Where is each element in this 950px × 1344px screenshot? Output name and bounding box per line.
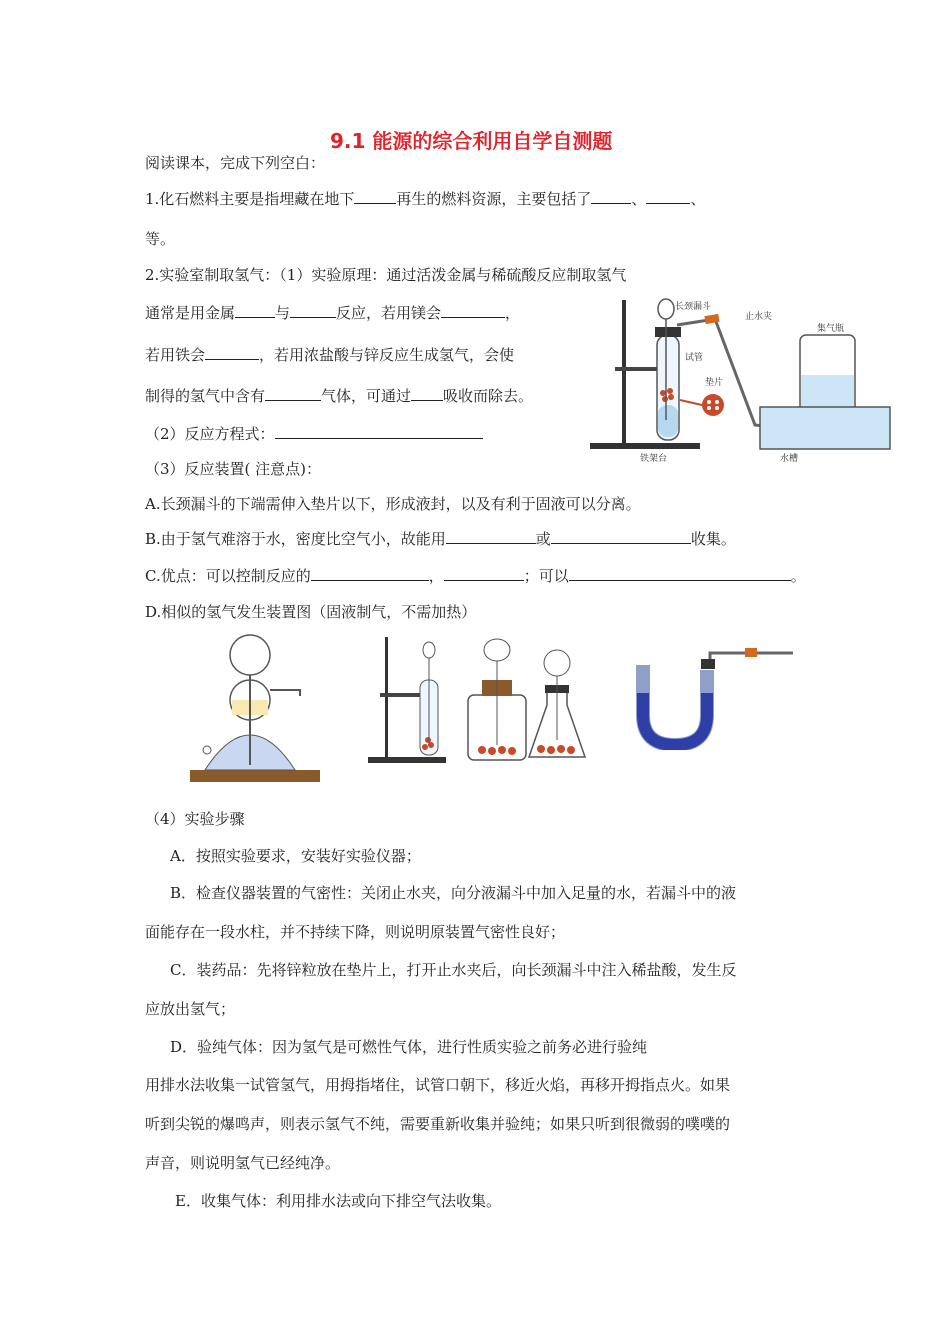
q2-p3-a: 制得的氢气中含有 xyxy=(145,387,266,405)
step-d-line4: 声音，则说明氢气已经纯净。 xyxy=(145,1154,341,1172)
test-tube-figure xyxy=(365,635,450,765)
q1-blank-2 xyxy=(591,188,631,204)
step-e: E．收集气体：利用排水法或向下排空气法收集。 xyxy=(175,1192,501,1210)
intro-text: 阅读课本，完成下列空白： xyxy=(145,154,326,172)
q2-c-b: ， xyxy=(428,567,444,585)
q1-text-a: 1.化石燃料主要是指埋藏在地下 xyxy=(145,190,355,208)
kipp-generator-figure xyxy=(185,630,325,785)
q2-p1-a: 通常是用金属 xyxy=(145,304,236,322)
q2-c xyxy=(145,565,806,586)
q2-blank-absorb xyxy=(411,385,443,401)
u-tube-figure xyxy=(635,645,800,750)
q2-p1-b: 与 xyxy=(275,304,291,322)
step-b-line2: 面能存在一段水柱，并不持续下降，则说明原装置气密性良好； xyxy=(145,923,566,941)
step-a: A．按照实验要求，安装好实验仪器； xyxy=(170,847,421,865)
steps-head: （4）实验步骤 xyxy=(145,810,245,828)
q2-p2 xyxy=(145,344,514,365)
q2-blank-adv-1 xyxy=(311,565,429,581)
q2-b-b: 或 xyxy=(535,530,551,548)
step-d-line3: 听到尖锐的爆鸣声，则表示氢气不纯，需要重新收集并验纯；如果只听到很微弱的噗噗的 xyxy=(145,1115,731,1133)
q2-blank-adv-3 xyxy=(569,565,791,581)
q2-blank-gas xyxy=(265,385,321,401)
q2-blank-method-1 xyxy=(446,528,536,544)
q2-blank-mg xyxy=(441,302,505,318)
q2-p1 xyxy=(145,302,520,323)
conical-flask-figure xyxy=(525,645,590,765)
q2-b-a: B.由于氢气难溶于水，密度比空气小，故能用 xyxy=(145,530,446,548)
q2-b xyxy=(145,528,736,549)
step-c-line1: C．装药品：先将锌粒放在垫片上，打开止水夹后，向长颈漏斗中注入稀盐酸，发生反 xyxy=(170,961,737,979)
q2-p2-b: ，若用浓盐酸与锌反应生成氢气，会使 xyxy=(259,346,515,364)
q2-c-c: ；可以 xyxy=(523,567,569,585)
q2-blank-fe xyxy=(205,344,259,360)
page-title: 9.1 能源的综合利用自学自测题 xyxy=(330,129,613,153)
step-b-line1: B．检查仪器装置的气密性：关闭止水夹，向分液漏斗中加入足量的水，若漏斗中的液 xyxy=(170,884,737,902)
label-funnel: 长颈漏斗 xyxy=(675,301,712,311)
q2-b-c: 收集。 xyxy=(690,530,736,548)
label-tube: 试管 xyxy=(685,352,704,362)
q1-sep-1: 、 xyxy=(631,190,647,208)
q1-line2: 等。 xyxy=(145,230,176,248)
q1-blank-3 xyxy=(646,188,690,204)
q2-eq xyxy=(145,423,483,444)
q2-blank-method-2 xyxy=(551,528,691,544)
step-d-line2: 用排水法收集一试管氢气，用拇指堵住，试管口朝下，移近火焰，再移开拇指点火。如果 xyxy=(145,1076,731,1094)
q2-p3-b: 气体，可通过 xyxy=(321,387,412,405)
q1-blank-1 xyxy=(354,188,396,204)
q2-d: D.相似的氢气发生装置图（固液制气，不需加热） xyxy=(145,603,477,621)
q2-blank-metal xyxy=(235,302,275,318)
step-d-line1: D．验纯气体：因为氢气是可燃性气体，进行性质实验之前务必进行验纯 xyxy=(170,1038,648,1056)
label-stand: 铁架台 xyxy=(640,453,668,463)
label-trough: 水槽 xyxy=(780,453,799,463)
label-pad: 垫片 xyxy=(705,377,724,387)
label-bottle: 集气瓶 xyxy=(817,323,845,333)
flask-bottle-figure xyxy=(460,635,535,765)
q2-p1-d: ， xyxy=(505,304,521,322)
step-c-line2: 应放出氢气； xyxy=(145,1000,236,1018)
q2-eq-label: （2）反应方程式： xyxy=(145,425,275,443)
q2-p3 xyxy=(145,385,533,406)
q2-device: （3）反应装置( 注意点)： xyxy=(145,460,322,478)
q1-line1 xyxy=(145,188,705,209)
q2-p3-c: 吸收而除去。 xyxy=(443,387,534,405)
q2-blank-acid xyxy=(290,302,336,318)
q2-blank-adv-2 xyxy=(444,565,524,581)
q2-c-d: 。 xyxy=(790,567,806,585)
q2-a: A.长颈漏斗的下端需伸入垫片以下，形成液封，以及有利于固液可以分离。 xyxy=(145,495,641,513)
q2-p2-a: 若用铁会 xyxy=(145,346,206,364)
q2-blank-equation xyxy=(275,423,483,439)
label-clamp: 止水夹 xyxy=(745,311,773,321)
q2-p1-c: 反应，若用镁会 xyxy=(336,304,442,322)
hydrogen-apparatus-diagram xyxy=(585,295,900,465)
q2-head: 2.实验室制取氢气：（1）实验原理：通过活泼金属与稀硫酸反应制取氢气 xyxy=(145,266,627,284)
q2-c-a: C.优点：可以控制反应的 xyxy=(145,567,311,585)
q1-sep-2: 、 xyxy=(690,190,706,208)
q1-text-b: 再生的燃料资源，主要包括了 xyxy=(396,190,592,208)
